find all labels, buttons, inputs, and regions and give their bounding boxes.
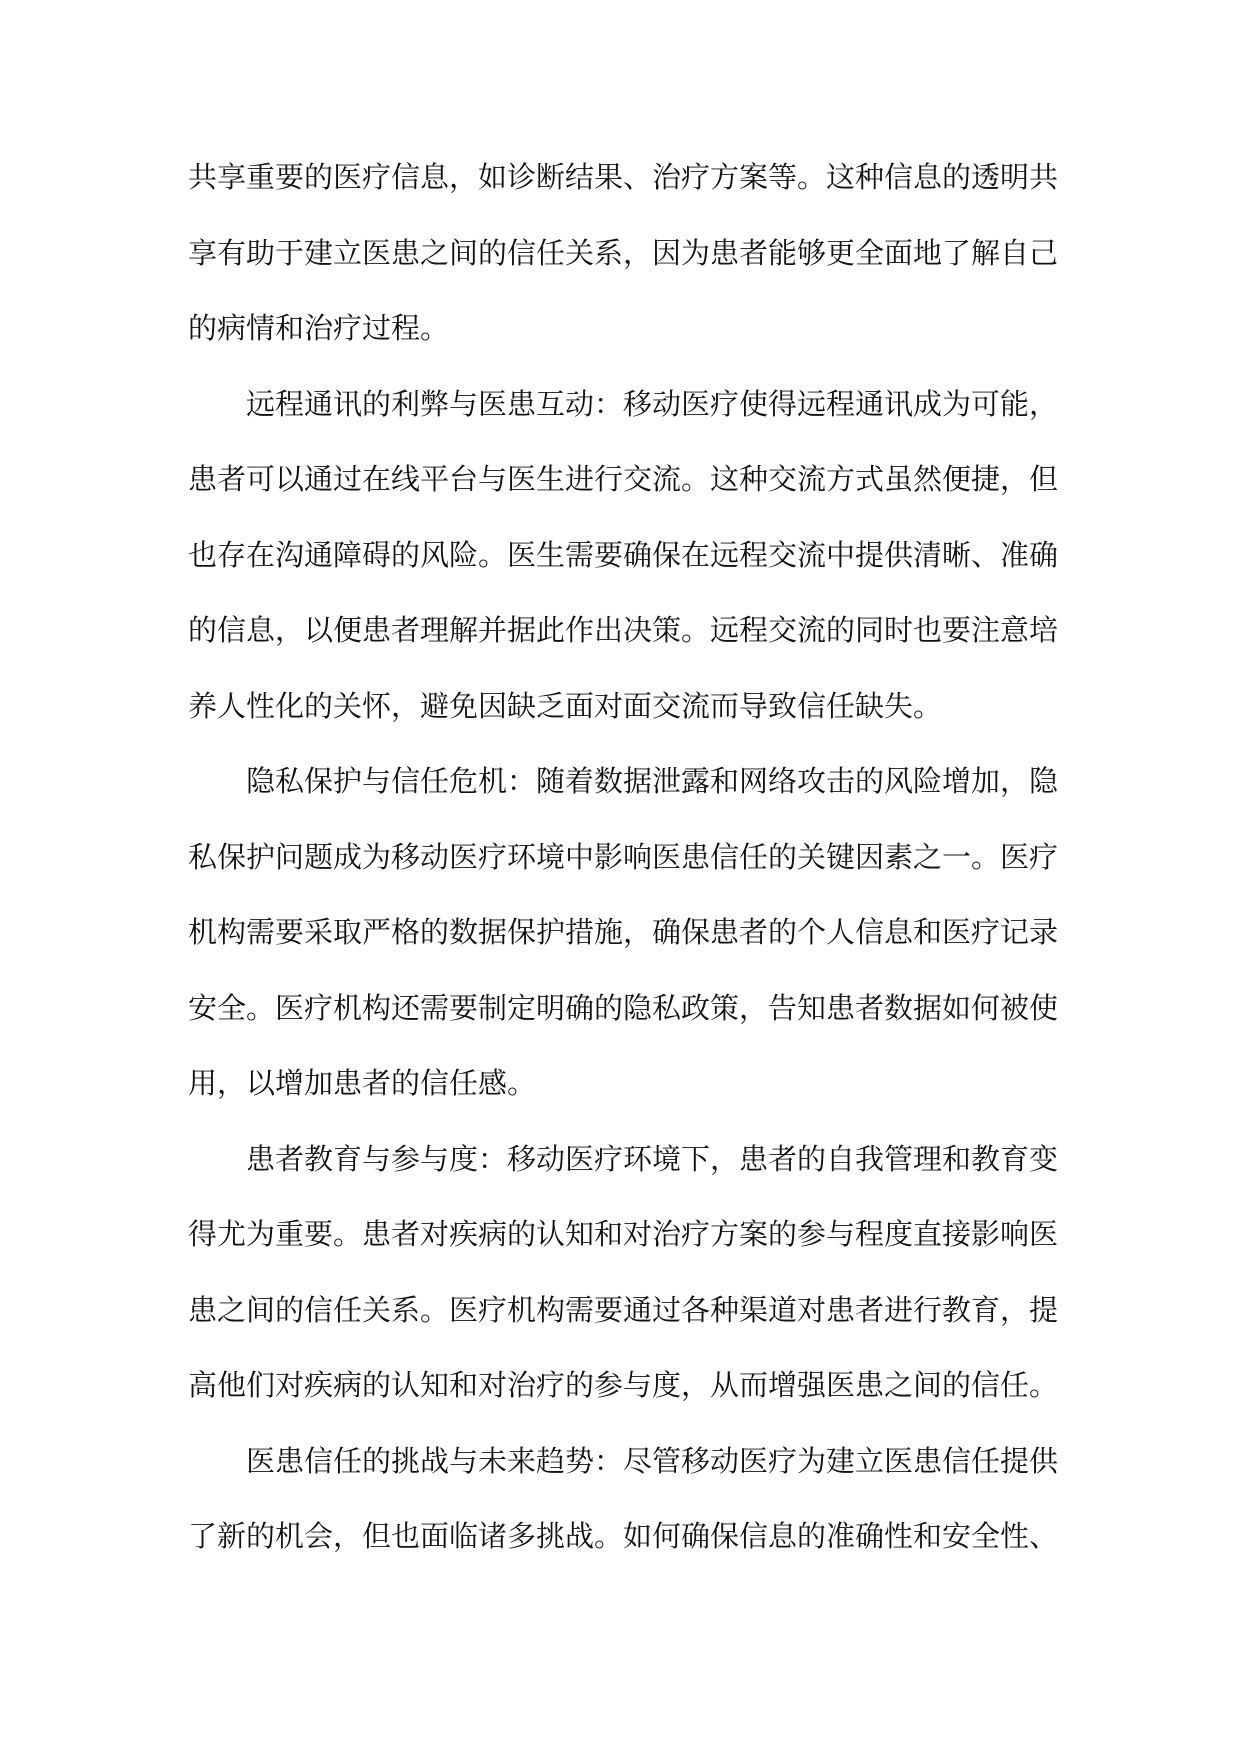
paragraph-start-line: 患者教育与参与度：移动医疗环境下，患者的自我管理和教育变 <box>246 1141 1059 1176</box>
text-line: 私保护问题成为移动医疗环境中影响医患信任的关键因素之一。医疗 <box>188 839 1059 874</box>
text-line: 的病情和治疗过程。 <box>188 311 450 345</box>
text-line: 了新的机会，但也面临诸多挑战。如何确保信息的准确性和安全性、 <box>188 1519 1059 1553</box>
paragraph-start-line: 医患信任的挑战与未来趋势：尽管移动医疗为建立医患信任提供 <box>246 1443 1059 1478</box>
text-line: 机构需要采取严格的数据保护措施，确保患者的个人信息和医疗记录 <box>188 915 1059 949</box>
text-line: 得尤为重要。患者对疾病的认知和对治疗方案的参与程度直接影响医 <box>188 1217 1059 1251</box>
text-line: 用，以增加患者的信任感。 <box>188 1066 537 1100</box>
text-line: 的信息，以便患者理解并据此作出决策。远程交流的同时也要注意培 <box>188 613 1059 647</box>
paragraph-start-line: 隐私保护与信任危机：随着数据泄露和网络攻击的风险增加，隐 <box>246 764 1059 798</box>
text-line: 患者可以通过在线平台与医生进行交流。这种交流方式虽然便捷，但 <box>188 462 1059 496</box>
text-line: 患之间的信任关系。医疗机构需要通过各种渠道对患者进行教育，提 <box>188 1292 1059 1327</box>
text-line: 共享重要的医疗信息，如诊断结果、治疗方案等。这种信息的透明共 <box>188 160 1059 194</box>
text-line: 养人性化的关怀，避免因缺乏面对面交流而导致信任缺失。 <box>188 688 943 723</box>
paragraph-start-line: 远程通讯的利弊与医患互动：移动医疗使得远程通讯成为可能， <box>246 386 1059 421</box>
text-line: 享有助于建立医患之间的信任关系，因为患者能够更全面地了解自己 <box>188 235 1059 270</box>
text-line: 也存在沟通障碍的风险。医生需要确保在远程交流中提供清晰、准确 <box>188 537 1059 572</box>
text-line: 安全。医疗机构还需要制定明确的隐私政策，告知患者数据如何被使 <box>188 990 1059 1025</box>
text-line: 高他们对疾病的认知和对治疗的参与度，从而增强医患之间的信任。 <box>188 1368 1059 1402</box>
body-text <box>188 140 1058 1575</box>
